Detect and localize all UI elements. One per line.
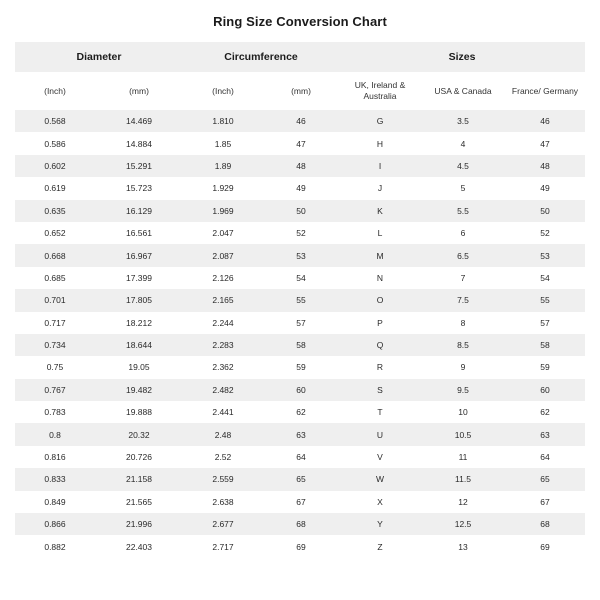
table-cell: N — [339, 267, 421, 289]
table-cell: Z — [339, 535, 421, 557]
table-cell: 16.561 — [95, 222, 183, 244]
table-row — [15, 267, 585, 289]
table-group-header-row — [15, 42, 585, 72]
table-row — [15, 132, 585, 154]
table-cell: 55 — [505, 289, 585, 311]
table-cell: 60 — [263, 379, 339, 401]
table-row — [15, 535, 585, 557]
table-row — [15, 491, 585, 513]
table-cell: 2.087 — [183, 244, 263, 266]
table-cell: 0.685 — [15, 267, 95, 289]
table-cell: 46 — [263, 110, 339, 132]
table-cell: 10 — [421, 401, 505, 423]
table-cell: 13 — [421, 535, 505, 557]
table-cell: 46 — [505, 110, 585, 132]
table-cell: 8.5 — [421, 334, 505, 356]
table-cell: 54 — [263, 267, 339, 289]
table-cell: Y — [339, 513, 421, 535]
table-cell: 1.969 — [183, 200, 263, 222]
table-cell: R — [339, 356, 421, 378]
table-cell: 48 — [505, 155, 585, 177]
table-cell: 68 — [505, 513, 585, 535]
table-cell: 21.158 — [95, 468, 183, 490]
table-cell: 0.586 — [15, 132, 95, 154]
table-cell: 9 — [421, 356, 505, 378]
table-cell: 2.638 — [183, 491, 263, 513]
table-row — [15, 155, 585, 177]
table-cell: 9.5 — [421, 379, 505, 401]
table-cell: 21.565 — [95, 491, 183, 513]
table-cell: 21.996 — [95, 513, 183, 535]
table-row — [15, 468, 585, 490]
table-cell: H — [339, 132, 421, 154]
table-cell: 6 — [421, 222, 505, 244]
table-cell: 16.129 — [95, 200, 183, 222]
table-row — [15, 379, 585, 401]
table-cell: I — [339, 155, 421, 177]
table-cell: 60 — [505, 379, 585, 401]
table-cell: 12.5 — [421, 513, 505, 535]
table-cell: 0.717 — [15, 312, 95, 334]
table-cell: 48 — [263, 155, 339, 177]
column-header-diameter-mm: (mm) — [95, 72, 183, 110]
group-header-circumference: Circumference — [183, 42, 339, 72]
table-cell: 18.644 — [95, 334, 183, 356]
table-cell: 0.635 — [15, 200, 95, 222]
table-cell: 11 — [421, 446, 505, 468]
table-cell: 4.5 — [421, 155, 505, 177]
table-cell: 0.866 — [15, 513, 95, 535]
table-cell: 5.5 — [421, 200, 505, 222]
table-cell: 8 — [421, 312, 505, 334]
table-cell: 0.767 — [15, 379, 95, 401]
table-cell: 64 — [505, 446, 585, 468]
table-row — [15, 513, 585, 535]
table-cell: 4 — [421, 132, 505, 154]
table-cell: 0.701 — [15, 289, 95, 311]
table-cell: 50 — [505, 200, 585, 222]
table-cell: 12 — [421, 491, 505, 513]
table-body — [15, 110, 585, 558]
table-cell: 0.734 — [15, 334, 95, 356]
table-cell: 52 — [263, 222, 339, 244]
table-cell: 65 — [263, 468, 339, 490]
table-cell: 53 — [263, 244, 339, 266]
table-cell: 57 — [263, 312, 339, 334]
table-cell: J — [339, 177, 421, 199]
table-cell: 0.833 — [15, 468, 95, 490]
table-cell: 1.85 — [183, 132, 263, 154]
table-cell: W — [339, 468, 421, 490]
table-cell: 0.783 — [15, 401, 95, 423]
table-cell: U — [339, 423, 421, 445]
column-header-uk-ireland-australia: UK, Ireland & Australia — [339, 72, 421, 110]
table-cell: 6.5 — [421, 244, 505, 266]
table-row — [15, 446, 585, 468]
table-cell: 0.619 — [15, 177, 95, 199]
table-row — [15, 110, 585, 132]
table-cell: 19.888 — [95, 401, 183, 423]
table-cell: 53 — [505, 244, 585, 266]
table-cell: Q — [339, 334, 421, 356]
table-cell: 14.469 — [95, 110, 183, 132]
table-cell: G — [339, 110, 421, 132]
group-header-sizes: Sizes — [339, 42, 585, 72]
table-cell: 58 — [505, 334, 585, 356]
table-cell: 62 — [263, 401, 339, 423]
column-header-usa-canada: USA & Canada — [421, 72, 505, 110]
table-cell: M — [339, 244, 421, 266]
table-cell: 67 — [263, 491, 339, 513]
table-row — [15, 312, 585, 334]
table-row — [15, 401, 585, 423]
table-cell: 22.403 — [95, 535, 183, 557]
table-cell: 0.668 — [15, 244, 95, 266]
table-cell: 20.726 — [95, 446, 183, 468]
table-cell: 55 — [263, 289, 339, 311]
table-head — [15, 42, 585, 110]
table-cell: 47 — [505, 132, 585, 154]
table-cell: 47 — [263, 132, 339, 154]
table-cell: 20.32 — [95, 423, 183, 445]
table-cell: P — [339, 312, 421, 334]
table-cell: 68 — [263, 513, 339, 535]
table-cell: 2.717 — [183, 535, 263, 557]
table-cell: 58 — [263, 334, 339, 356]
table-cell: 1.929 — [183, 177, 263, 199]
table-cell: 2.283 — [183, 334, 263, 356]
table-row — [15, 423, 585, 445]
table-cell: 50 — [263, 200, 339, 222]
table-cell: 67 — [505, 491, 585, 513]
table-cell: 17.399 — [95, 267, 183, 289]
group-header-diameter: Diameter — [15, 42, 183, 72]
table-cell: 15.291 — [95, 155, 183, 177]
table-row — [15, 222, 585, 244]
table-cell: 11.5 — [421, 468, 505, 490]
table-cell: 7.5 — [421, 289, 505, 311]
table-cell: 19.482 — [95, 379, 183, 401]
table-cell: 59 — [505, 356, 585, 378]
table-cell: 3.5 — [421, 110, 505, 132]
table-cell: 63 — [263, 423, 339, 445]
table-cell: 14.884 — [95, 132, 183, 154]
table-cell: 0.816 — [15, 446, 95, 468]
table-cell: V — [339, 446, 421, 468]
table-cell: 2.677 — [183, 513, 263, 535]
table-cell: 18.212 — [95, 312, 183, 334]
ring-size-conversion-table — [15, 42, 585, 558]
table-sub-header-row — [15, 72, 585, 110]
table-cell: 0.602 — [15, 155, 95, 177]
table-cell: 7 — [421, 267, 505, 289]
table-cell: 5 — [421, 177, 505, 199]
column-header-france-germany: France/ Germany — [505, 72, 585, 110]
table-cell: S — [339, 379, 421, 401]
page-title: Ring Size Conversion Chart — [213, 14, 387, 29]
table-cell: 59 — [263, 356, 339, 378]
table-cell: 65 — [505, 468, 585, 490]
table-cell: 2.48 — [183, 423, 263, 445]
table-cell: 49 — [263, 177, 339, 199]
table-cell: 16.967 — [95, 244, 183, 266]
table-cell: 0.652 — [15, 222, 95, 244]
table-row — [15, 356, 585, 378]
table-cell: 69 — [505, 535, 585, 557]
table-cell: 2.126 — [183, 267, 263, 289]
table-cell: 64 — [263, 446, 339, 468]
table-row — [15, 334, 585, 356]
table-cell: L — [339, 222, 421, 244]
table-cell: 0.75 — [15, 356, 95, 378]
table-cell: 63 — [505, 423, 585, 445]
table-cell: 2.165 — [183, 289, 263, 311]
column-header-circumference-mm: (mm) — [263, 72, 339, 110]
table-cell: 0.849 — [15, 491, 95, 513]
table-cell: 52 — [505, 222, 585, 244]
table-cell: 2.362 — [183, 356, 263, 378]
table-cell: X — [339, 491, 421, 513]
column-header-circumference-inch: (Inch) — [183, 72, 263, 110]
table-cell: 19.05 — [95, 356, 183, 378]
table-row — [15, 289, 585, 311]
table-cell: 69 — [263, 535, 339, 557]
column-header-diameter-inch: (Inch) — [15, 72, 95, 110]
table-cell: 0.568 — [15, 110, 95, 132]
table-cell: 2.559 — [183, 468, 263, 490]
table-cell: 2.441 — [183, 401, 263, 423]
table-cell: T — [339, 401, 421, 423]
table-cell: 10.5 — [421, 423, 505, 445]
table-cell: 2.244 — [183, 312, 263, 334]
table-cell: 2.482 — [183, 379, 263, 401]
table-cell: 49 — [505, 177, 585, 199]
table-cell: 0.882 — [15, 535, 95, 557]
table-cell: 62 — [505, 401, 585, 423]
table-cell: 15.723 — [95, 177, 183, 199]
table-cell: 17.805 — [95, 289, 183, 311]
table-cell: O — [339, 289, 421, 311]
table-cell: 0.8 — [15, 423, 95, 445]
table-cell: 2.52 — [183, 446, 263, 468]
table-cell: 57 — [505, 312, 585, 334]
table-row — [15, 177, 585, 199]
table-row — [15, 244, 585, 266]
table-cell: 1.89 — [183, 155, 263, 177]
table-cell: 1.810 — [183, 110, 263, 132]
table-row — [15, 200, 585, 222]
table-cell: K — [339, 200, 421, 222]
table-cell: 2.047 — [183, 222, 263, 244]
table-cell: 54 — [505, 267, 585, 289]
